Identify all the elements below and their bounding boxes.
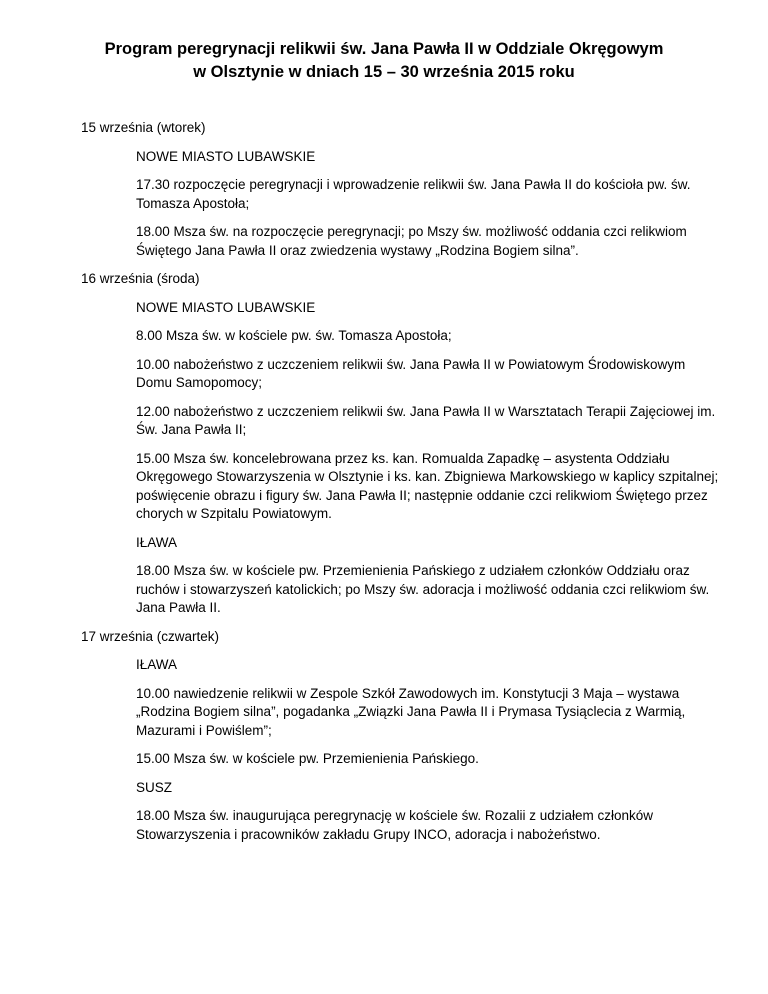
place-heading-nowe-miasto-lubawskie: NOWE MIASTO LUBAWSKIE [136,148,316,164]
schedule-entry: 10.00 nawiedzenie relikwii w Zespole Szkół Zawodowych im. Konstytucji 3 Maja – wystawa „Rodzina Bogiem silna”, pogadanka „Związki Jana Pawła II i Prymasa Tysiąclecia z Warmią, Mazurami i Powiślem”; [136,685,686,738]
schedule-entry: 18.00 Msza św. na rozpoczęcie peregrynacji; po Mszy św. możliwość oddania czci relikwiom Świętego Jana Pawła II oraz zwiedzenia wystawy „Rodzina Bogiem silna”. [136,224,687,258]
schedule-entry: 12.00 nabożeństwo z uczczeniem relikwii św. Jana Pawła II w Warsztatach Terapii Zajęciowej im. Św. Jana Pawła II; [136,403,716,437]
title-line-2: w Olsztynie w dniach 15 – 30 września 2015 roku [193,63,575,81]
title-line-1: Program peregrynacji relikwii św. Jana Pawła II w Oddziale Okręgowym [104,40,664,58]
document-title [0,38,768,84]
schedule-entry: 15.00 Msza św. koncelebrowana przez ks. kan. Romualda Zapadkę – asystenta Oddziału Okręgowego Stowarzyszenia w Olsztynie i ks. kan. Zbigniewa Markowskiego w kaplicy szpitalnej; poświęcenie obrazu i figury św. Jana Pawła II; następnie oddanie czci relikwiom Świętego przez chorych w Szpitalu Powiatowym. [136,450,719,521]
day-heading-15-september: 15 września (wtorek) [81,120,206,135]
schedule-entry: 15.00 Msza św. w kościele pw. Przemienienia Pańskiego. [136,751,479,766]
schedule-entry: 18.00 Msza św. inaugurująca peregrynację w kościele św. Rozalii z udziałem członków Stowarzyszenia i pracowników zakładu Grupy INCO, adoracja i nabożeństwo. [136,808,653,842]
place-heading-susz: SUSZ [136,779,173,795]
schedule-entry: 8.00 Msza św. w kościele pw. św. Tomasza Apostoła; [136,328,452,343]
schedule-entry: 10.00 nabożeństwo z uczczeniem relikwii św. Jana Pawła II w Powiatowym Środowiskowym Domu Samopomocy; [136,356,686,390]
place-heading-nowe-miasto-lubawskie: NOWE MIASTO LUBAWSKIE [136,299,316,315]
schedule-entry: 17.30 rozpoczęcie peregrynacji i wprowadzenie relikwii św. Jana Pawła II do kościoła pw. św. Tomasza Apostoła; [136,177,691,211]
day-heading-17-september: 17 września (czwartek) [81,628,220,644]
schedule-entry: 18.00 Msza św. w kościele pw. Przemienienia Pańskiego z udziałem członków Oddziału oraz ruchów i stowarzyszeń katolickich; po Mszy św. adoracja i możliwość oddania czci relikwiom św. Jana Pawła II. [136,563,710,615]
day-heading-16-september: 16 września (środa) [81,271,200,286]
schedule-content [81,119,721,854]
place-heading-ilawa: IŁAWA [136,657,178,672]
place-heading-ilawa: IŁAWA [136,534,178,550]
